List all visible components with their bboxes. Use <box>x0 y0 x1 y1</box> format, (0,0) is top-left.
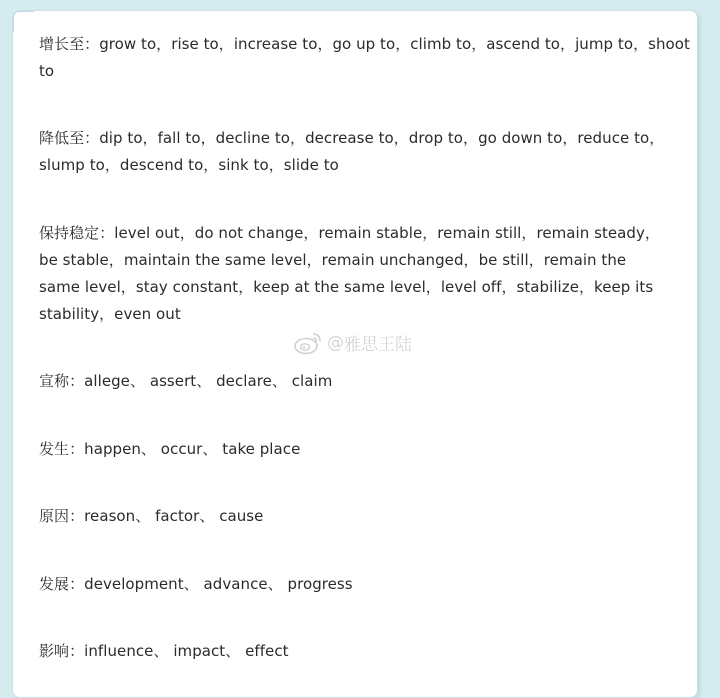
entry-influence <box>39 638 707 665</box>
watermark-at: @ <box>327 332 344 353</box>
entry-term: 原因： <box>39 507 85 525</box>
entry-stable <box>39 220 669 328</box>
entry-term: 影响： <box>39 642 85 660</box>
entry-text: grow to，rise to，increase to，go up to，climb to，ascend to，jump to，shoot to <box>39 35 690 80</box>
corner-decoration <box>13 11 34 32</box>
entry-term: 发展： <box>39 575 85 593</box>
entry-term: 降低至： <box>39 129 100 147</box>
entry-text: influence、 impact、 effect <box>84 642 289 660</box>
entry-development <box>39 571 707 598</box>
entry-reason <box>39 503 707 530</box>
entry-increase <box>39 31 704 85</box>
entry-term: 发生： <box>39 440 85 458</box>
entry-text: development、 advance、 progress <box>84 575 353 593</box>
entry-text: allege、 assert、 declare、 claim <box>84 372 333 390</box>
entry-term: 宣称： <box>39 372 85 390</box>
entry-happen <box>39 436 707 463</box>
weibo-logo-icon <box>293 331 323 355</box>
entry-term: 保持稳定： <box>39 224 115 242</box>
entry-text: happen、 occur、 take place <box>84 440 301 458</box>
entry-term: 增长至： <box>39 35 100 53</box>
entry-text: dip to，fall to，decline to，decrease to，drop to，go down to，reduce to，slump to，descend to，sink to，slide to <box>39 129 665 174</box>
entry-claim <box>39 368 707 395</box>
entry-text: level out，do not change，remain stable，remain still，remain steady，be stable，maintain the same level，remain unchanged，be still，remain the same level，stay constant，keep at the same level，level off，stabilize，keep its stability，even out <box>39 224 660 323</box>
entry-decrease <box>39 125 707 179</box>
entry-text: reason、 factor、 cause <box>84 507 264 525</box>
weibo-watermark <box>293 330 412 355</box>
watermark-handle: 雅思王陆 <box>344 335 412 355</box>
